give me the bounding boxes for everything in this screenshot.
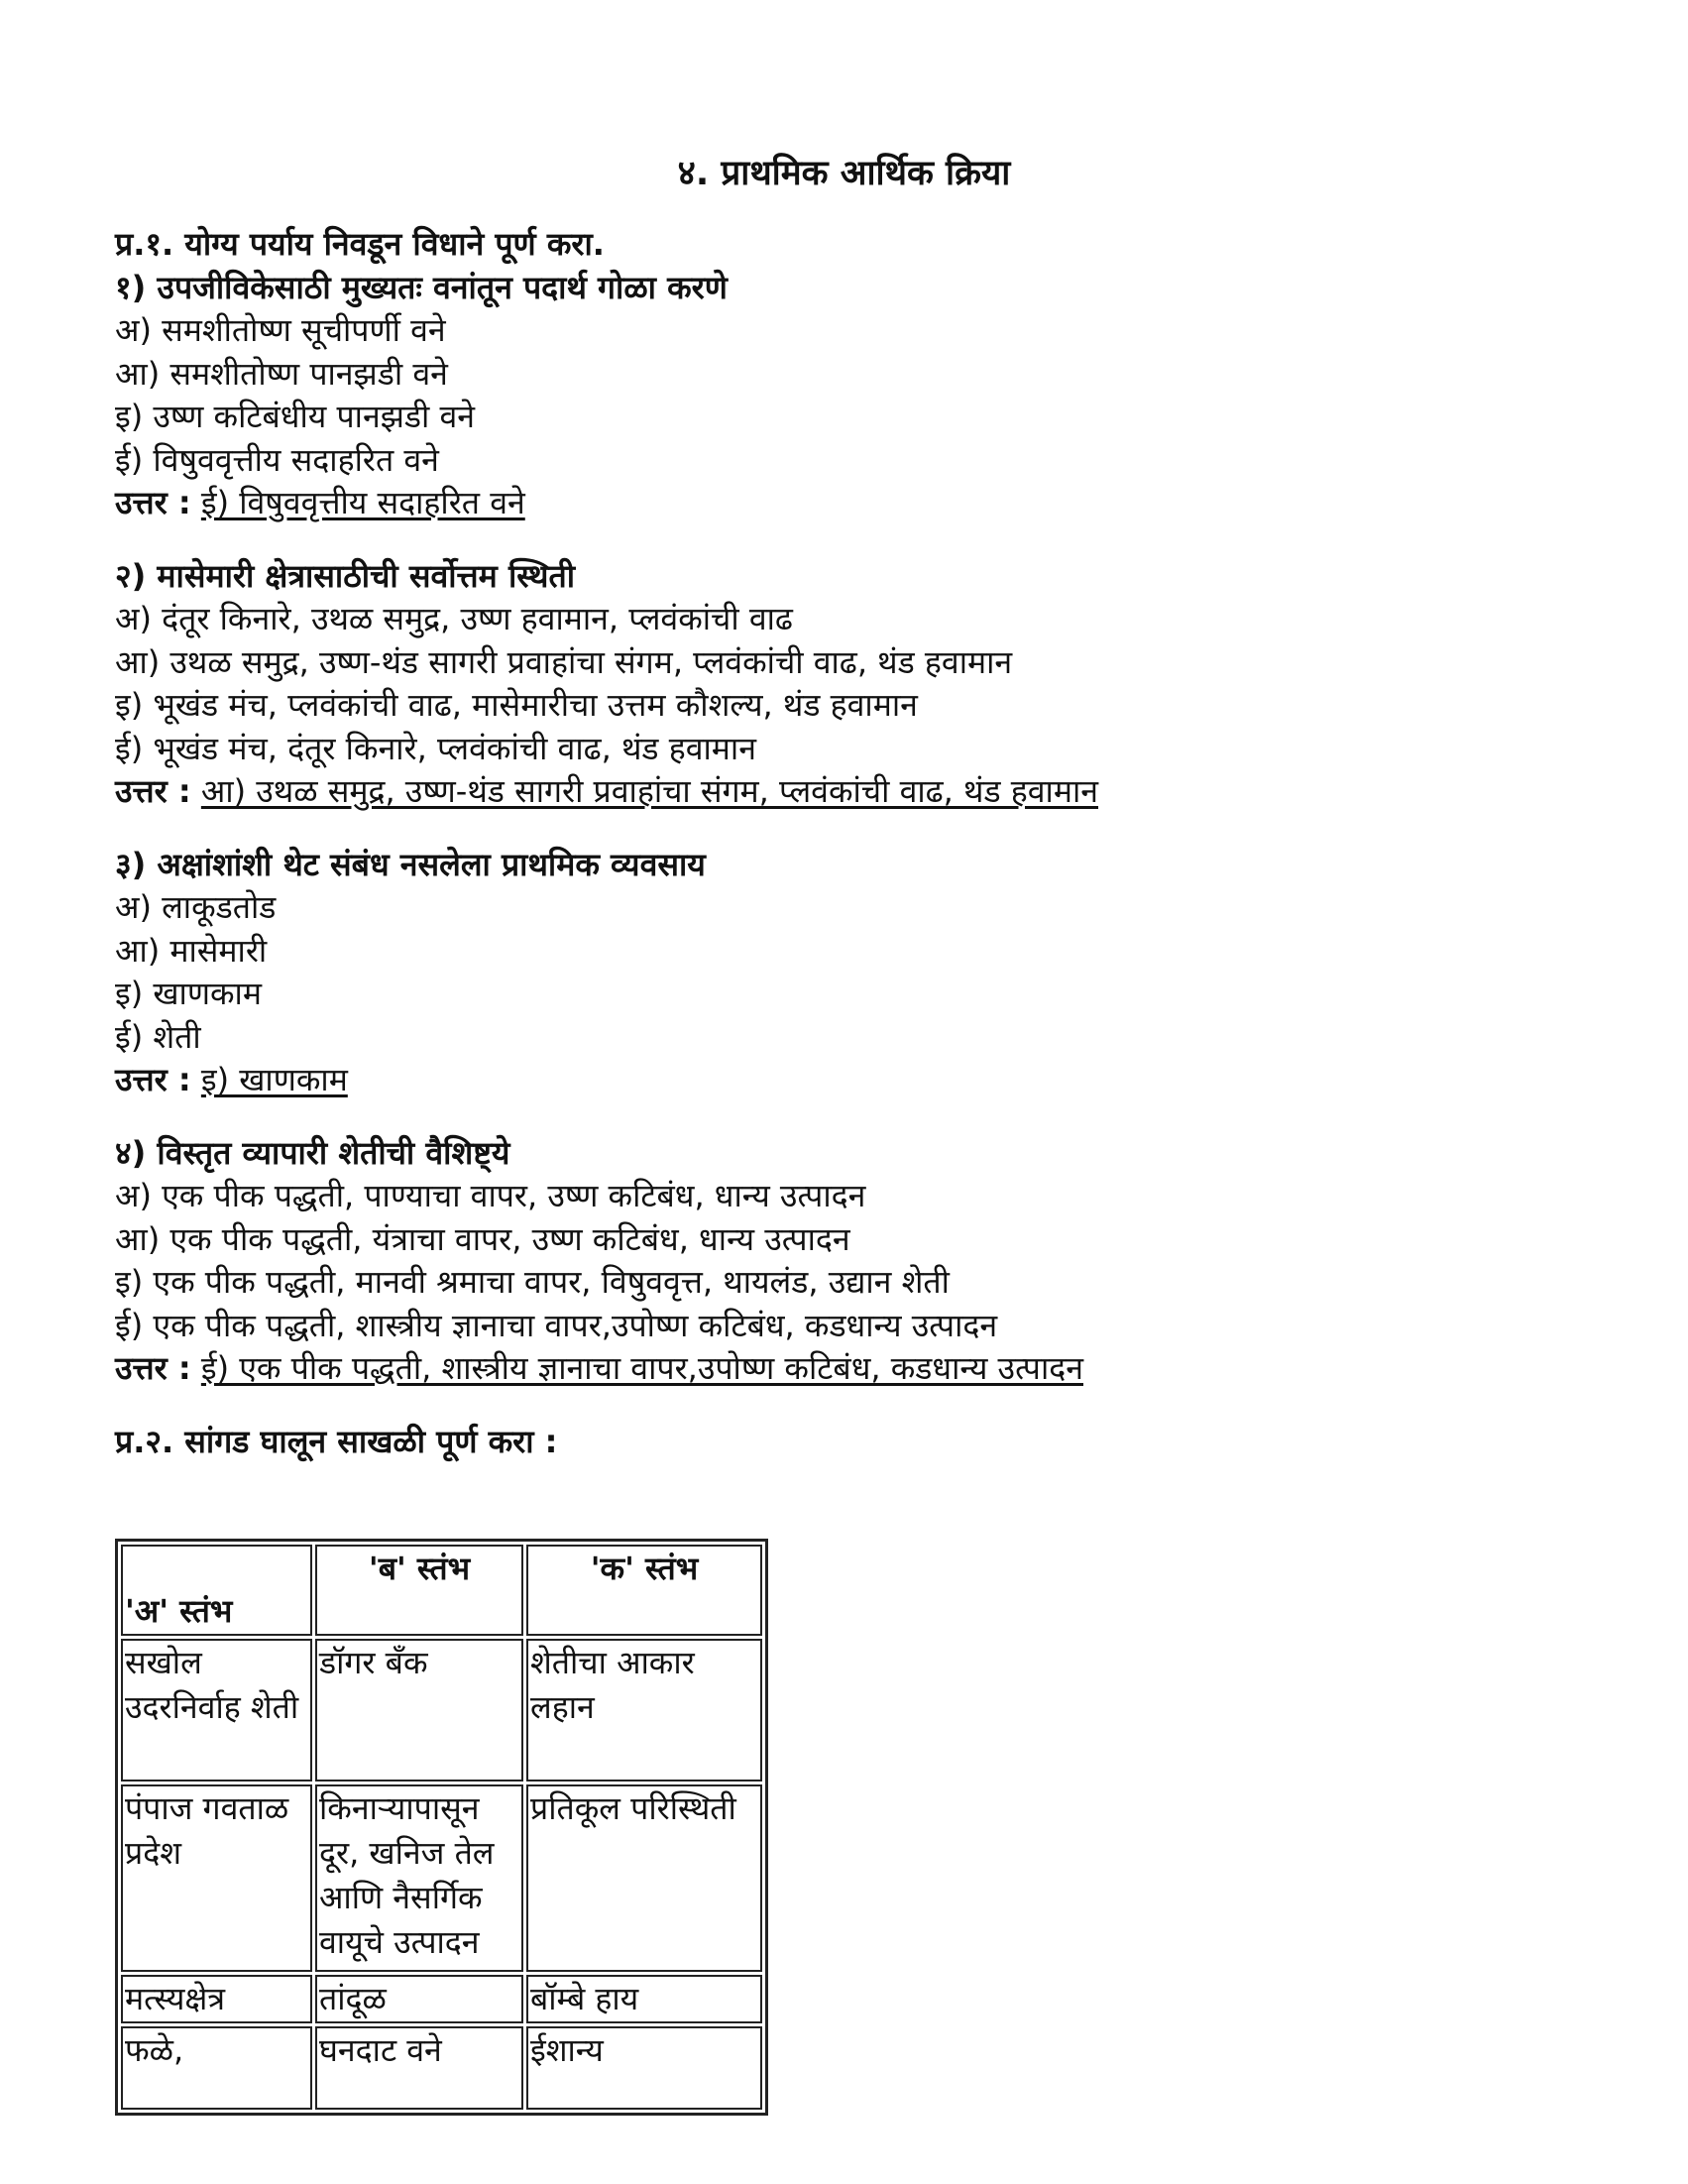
- q1-item-option: अ) समशीतोष्ण सूचीपर्णी वने: [115, 311, 446, 349]
- spacer: [115, 1391, 1641, 1421]
- table-cell: किनाऱ्यापासून दूर, खनिज तेल आणि नैसर्गिक वायूचे उत्पादन: [315, 1784, 523, 1972]
- spacer: [115, 1102, 1641, 1132]
- table-cell: तांदूळ: [315, 1975, 523, 2023]
- table-cell: घनदाट वने: [315, 2026, 523, 2110]
- q1-item-option: ई) एक पीक पद्धती, शास्त्रीय ज्ञानाचा वापर,उपोष्ण कटिबंध, कडधान्य उत्पादन: [115, 1306, 998, 1344]
- spacer: [115, 814, 1641, 844]
- table-cell: ईशान्य: [526, 2026, 762, 2110]
- table-cell: प्रतिकूल परिस्थिती: [526, 1784, 762, 1972]
- table-cell: बॉम्बे हाय: [526, 1975, 762, 2023]
- q1-item-option: इ) एक पीक पद्धती, मानवी श्रमाचा वापर, विषुववृत्त, थायलंड, उद्यान शेती: [115, 1263, 950, 1301]
- questions-content: [115, 223, 1641, 1463]
- table-cell: सखोल उदरनिर्वाह शेती: [121, 1639, 312, 1782]
- table-cell: डॉगर बँक: [315, 1639, 523, 1782]
- q1-item-question: २) मासेमारी क्षेत्रासाठीची सर्वोत्तम स्थिती: [115, 556, 576, 595]
- q1-item-question: ३) अक्षांशांशी थेट संबंध नसलेला प्राथमिक व्यवसाय: [115, 845, 706, 883]
- q1-item-option: अ) लाकूडतोड: [115, 888, 277, 926]
- q1-item-option: इ) खाणकाम: [115, 975, 262, 1012]
- q1-item-question: १) उपजीविकेसाठी मुख्यतः वनांतून पदार्थ गोळा करणे: [115, 268, 728, 306]
- matching-table: [115, 1539, 768, 2116]
- q1-item-question: ४) विस्तृत व्यापारी शेतीची वैशिष्ट्ये: [115, 1133, 510, 1172]
- table-header-row: [121, 1545, 762, 1636]
- column-header-b: 'ब' स्तंभ: [315, 1545, 523, 1636]
- q1-item-option: ई) भूखंड मंच, दंतूर किनारे, प्लवंकांची वाढ, थंड हवामान: [115, 729, 756, 767]
- table-cell: मत्स्यक्षेत्र: [121, 1975, 312, 2023]
- q1-item-answer: [115, 770, 1641, 814]
- q1-item-answer: [115, 1059, 1641, 1102]
- table-cell: फळे,: [121, 2026, 312, 2110]
- answer-text: आ) उथळ समुद्र, उष्ण-थंड सागरी प्रवाहांचा संगम, प्लवंकांची वाढ, थंड हवामान: [200, 772, 1099, 810]
- q1-item-option: आ) उथळ समुद्र, उष्ण-थंड सागरी प्रवाहांचा संगम, प्लवंकांची वाढ, थंड हवामान: [115, 642, 1013, 681]
- table-row: [121, 1784, 762, 1972]
- answer-label: उत्तर :: [115, 1349, 191, 1387]
- q1-item-option: आ) समशीतोष्ण पानझडी वने: [115, 354, 448, 393]
- answer-label: उत्तर :: [115, 484, 191, 521]
- spacer: [115, 525, 1641, 555]
- q1-item-option: ई) विषुववृत्तीय सदाहरित वने: [115, 440, 439, 479]
- table-cell: शेतीचा आकार लहान: [526, 1639, 762, 1782]
- column-header-c: 'क' स्तंभ: [526, 1545, 762, 1636]
- answer-label: उत्तर :: [115, 772, 191, 810]
- chapter-title: ४. प्राथमिक आर्थिक क्रिया: [677, 154, 1011, 193]
- table-row: [121, 1639, 762, 1782]
- q1-item-option: अ) एक पीक पद्धती, पाण्याचा वापर, उष्ण कटिबंध, धान्य उत्पादन: [115, 1177, 866, 1214]
- answer-label: उत्तर :: [115, 1061, 191, 1098]
- answer-text: ई) विषुववृत्तीय सदाहरित वने: [200, 484, 525, 521]
- q1-heading: प्र.१. योग्य पर्याय निवडून विधाने पूर्ण करा.: [115, 225, 605, 263]
- q1-item-option: ई) शेती: [115, 1017, 201, 1056]
- answer-text: इ) खाणकाम: [200, 1061, 348, 1098]
- q1-item-option: इ) उष्ण कटिबंधीय पानझडी वने: [115, 398, 476, 435]
- q1-item-option: आ) एक पीक पद्धती, यंत्राचा वापर, उष्ण कटिबंध, धान्य उत्पादन: [115, 1219, 850, 1258]
- table-cell: पंपाज गवताळ प्रदेश: [121, 1784, 312, 1972]
- q2-heading: प्र.२. सांगड घालून साखळी पूर्ण करा :: [115, 1422, 558, 1460]
- q1-item-option: अ) दंतूर किनारे, उथळ समुद्र, उष्ण हवामान, प्लवंकांची वाढ: [115, 600, 793, 637]
- table-row: [121, 2026, 762, 2110]
- q1-item-answer: [115, 1347, 1641, 1391]
- q1-item-option: इ) भूखंड मंच, प्लवंकांची वाढ, मासेमारीचा उत्तम कौशल्य, थंड हवामान: [115, 686, 918, 724]
- table-row: [121, 1975, 762, 2023]
- q1-item-option: आ) मासेमारी: [115, 931, 268, 970]
- answer-text: ई) एक पीक पद्धती, शास्त्रीय ज्ञानाचा वापर,उपोष्ण कटिबंध, कडधान्य उत्पादन: [200, 1349, 1083, 1387]
- column-header-a: 'अ' स्तंभ: [121, 1545, 312, 1636]
- q1-item-answer: [115, 482, 1641, 525]
